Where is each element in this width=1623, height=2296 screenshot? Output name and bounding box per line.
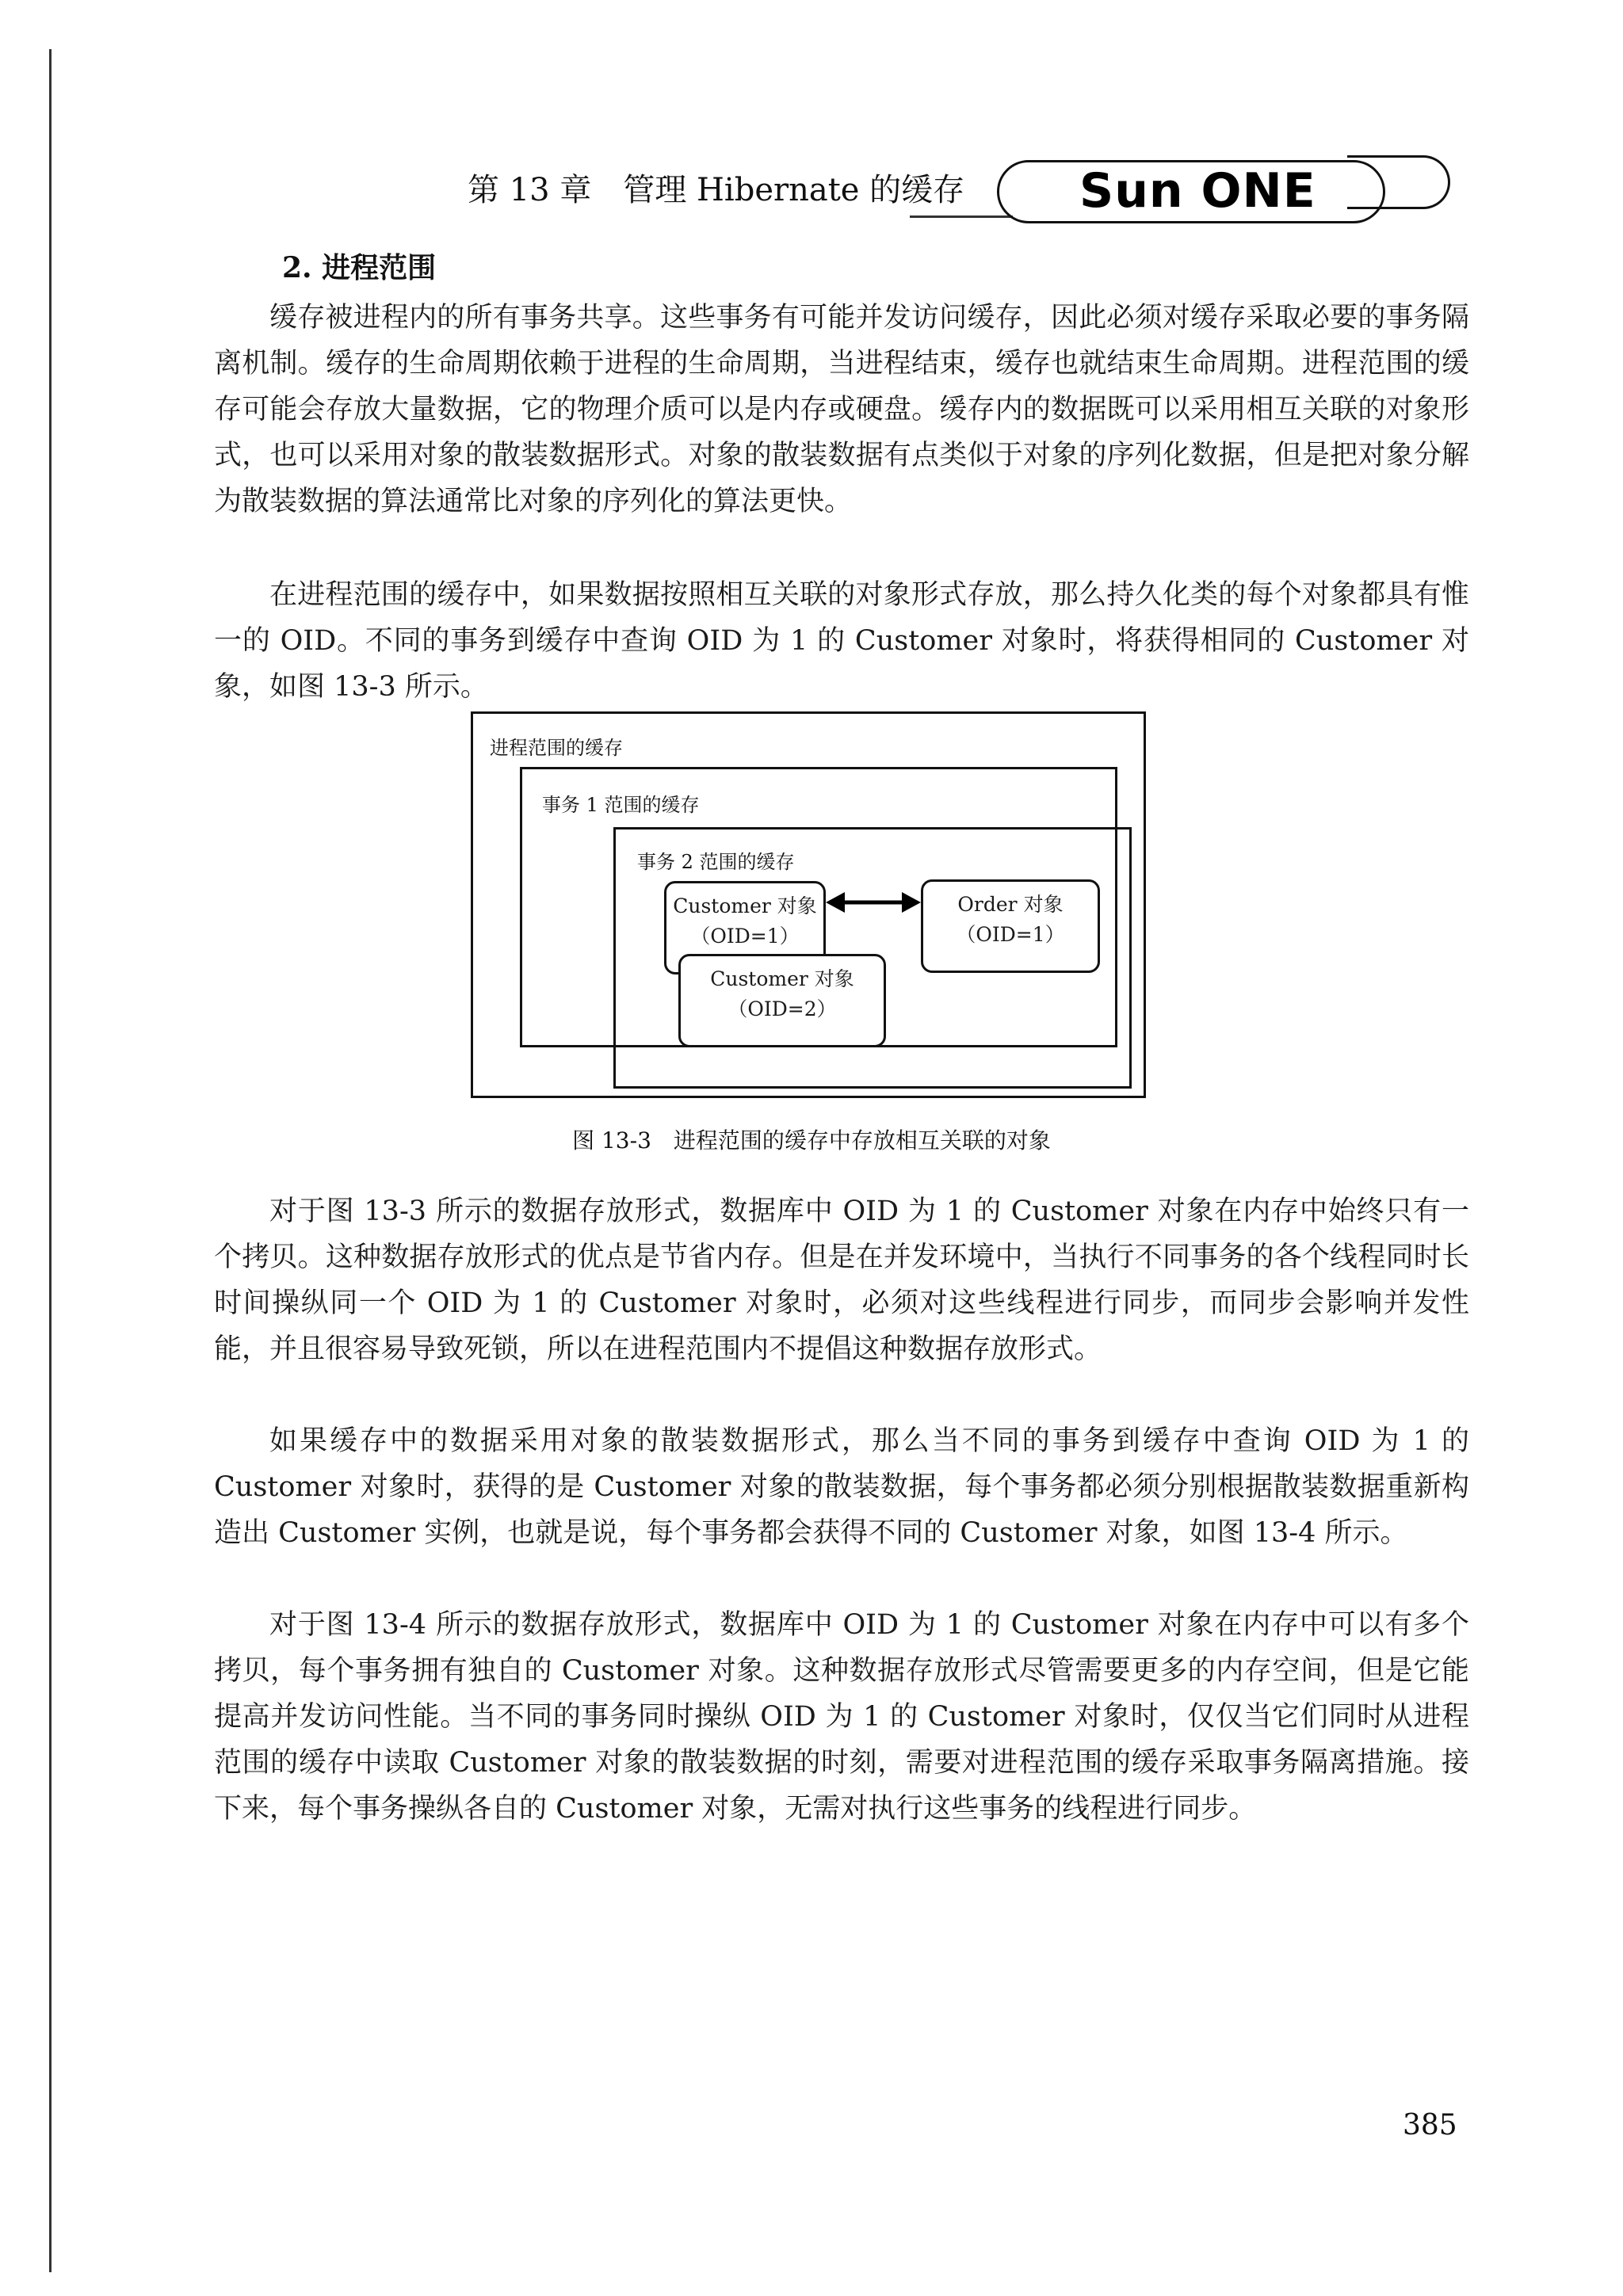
paragraph-4: 如果缓存中的数据采用对象的散装数据形式，那么当不同的事务到缓存中查询 OID 为 1 的 Customer 对象时，获得的是 Customer 对象的散装数据，每个事务都必须分别根据散装数据重新构造出 Customer 实例，也就是说，每个事务都会获得不同的 Customer 对象，如图 13-4 所示。 — [214, 1425, 1469, 1549]
double-arrow-icon — [826, 889, 921, 916]
page-number: 385 — [1403, 2109, 1457, 2142]
figure-13-3 — [471, 711, 1146, 1098]
brand-logo: Sun ONE — [1079, 163, 1316, 219]
order-object-id: （OID=1） — [956, 923, 1065, 946]
process-cache-label: 进程范围的缓存 — [490, 737, 623, 759]
chapter-title: 第 13 章 管理 Hibernate 的缓存 — [468, 172, 965, 208]
order-object-name: Order 对象 — [957, 893, 1064, 916]
customer-object-oid2-id: （OID=2） — [727, 997, 837, 1020]
customer-object-oid1-name: Customer 对象 — [673, 894, 817, 917]
paragraph-1: 缓存被进程内的所有事务共享。这些事务有可能并发访问缓存，因此必须对缓存采取必要的事务隔离机制。缓存的生命周期依赖于进程的生命周期，当进程结束，缓存也就结束生命周期。进程范围的缓存可能会存放大量数据，它的物理介质可以是内存或硬盘。缓存内的数据既可以采用相互关联的对象形式，也可以采用对象的散装数据形式。对象的散装数据有点类似于对象的序列化数据，但是把对象分解为散装数据的算法通常比对象的序列化的算法更快。 — [214, 302, 1469, 517]
paragraph-3: 对于图 13-3 所示的数据存放形式，数据库中 OID 为 1 的 Customer 对象在内存中始终只有一个拷贝。这种数据存放形式的优点是节省内存。但是在并发环境中，当执行不同事务的各个线程同时长时间操纵同一个 OID 为 1 的 Customer 对象时，必须对这些线程进行同步，而同步会影响并发性能，并且很容易导致死锁，所以在进程范围内不提倡这种数据存放形式。 — [214, 1196, 1469, 1365]
running-header — [0, 143, 1623, 238]
header-rule — [910, 215, 1013, 218]
order-object-oid1 — [921, 879, 1100, 973]
paragraph-5: 对于图 13-4 所示的数据存放形式，数据库中 OID 为 1 的 Customer 对象在内存中可以有多个拷贝，每个事务拥有独自的 Customer 对象。这种数据存放形式尽管需要更多的内存空间，但是它能提高并发访问性能。当不同的事务同时操纵 OID 为 1 的 Customer 对象时，仅仅当它们同时从进程范围的缓存中读取 Customer 对象的散装数据的时刻，需要对进程范围的缓存采取事务隔离措施。接下来，每个事务操纵各自的 Customer 对象，无需对执行这些事务的线程进行同步。 — [214, 1609, 1469, 1825]
paragraph-2: 在进程范围的缓存中，如果数据按照相互关联的对象形式存放，那么持久化类的每个对象都具有惟一的 OID。不同的事务到缓存中查询 OID 为 1 的 Customer 对象时，将获得相同的 Customer 对象，如图 13-3 所示。 — [214, 579, 1469, 703]
tx2-cache-label: 事务 2 范围的缓存 — [637, 851, 795, 873]
tx1-cache-label: 事务 1 范围的缓存 — [542, 794, 700, 816]
customer-object-oid2 — [678, 954, 886, 1047]
binding-margin-line — [49, 49, 52, 2272]
customer-object-oid2-name: Customer 对象 — [710, 967, 854, 990]
customer-object-oid1-id: （OID=1） — [690, 925, 800, 948]
figure-caption: 图 13-3 进程范围的缓存中存放相互关联的对象 — [572, 1127, 1051, 1154]
section-heading: 2. 进程范围 — [282, 251, 437, 284]
